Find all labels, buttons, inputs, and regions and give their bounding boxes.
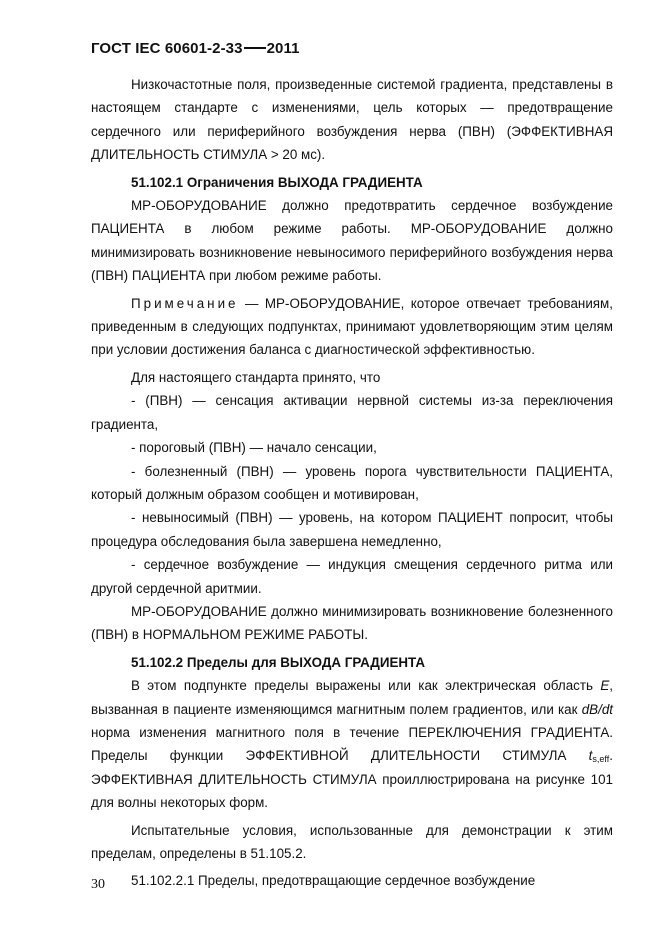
page-number: 30 xyxy=(91,877,105,892)
paragraph-field-limits xyxy=(91,674,613,814)
paragraph-minimize: МР-ОБОРУДОВАНИЕ должно минимизировать возникновение болезненного (ПВН) в НОРМАЛЬНОМ РЕЖИМЕ РАБОТЫ. xyxy=(91,603,613,643)
standard-code: ГОСТ IEC 60601-2-33 xyxy=(91,40,243,57)
text-run: , вызванная в пациенте изменяющимся магнитным полем градиентов, или как xyxy=(91,678,613,717)
list-item: - болезненный (ПВН) — уровень порога чувствительности ПАЦИЕНТА, который должным образом сообщен и мотивирован, xyxy=(91,463,613,502)
text-run: норма изменения магнитного поля в течение ПЕРЕКЛЮЧЕНИЯ ГРАДИЕНТА. Пределы функции ЭФФЕКТИВНОЙ ДЛИТЕЛЬНОСТИ СТИМУЛА xyxy=(91,724,613,764)
standard-year: 2011 xyxy=(266,40,300,57)
list-item: - (ПВН) — сенсация активации нервной системы из-за переключения градиента, xyxy=(91,393,613,432)
text-run: . ЭФФЕКТИВНАЯ ДЛИТЕЛЬНОСТЬ СТИМУЛА проиллюстрирована на рисунке 101 для волны некоторых форм. xyxy=(91,748,613,811)
header-dash xyxy=(244,47,266,49)
document-body xyxy=(91,73,613,893)
subsection-heading-51-102-2-1: 51.102.2.1 Пределы, предотвращающие сердечное возбуждение xyxy=(131,873,536,889)
list-item: - невыносимый (ПВН) — уровень, на котором ПАЦИЕНТ попросит, чтобы процедура обследования была завершена немедленно, xyxy=(91,510,613,549)
paragraph-test-conditions: Испытательные условия, использованные для демонстрации к этим пределам, определены в 51.105.2. xyxy=(91,822,613,861)
note-paragraph xyxy=(91,292,613,362)
list-item: - пороговый (ПВН) — начало сенсации, xyxy=(131,440,377,456)
note-label: Примечание xyxy=(131,295,239,311)
section-heading-51-102-2: 51.102.2 Пределы для ВЫХОДА ГРАДИЕНТА xyxy=(131,654,426,670)
paragraph-limits: МР-ОБОРУДОВАНИЕ должно предотвратить сердечное возбуждение ПАЦИЕНТА в любом режиме работы. МР-ОБОРУДОВАНИЕ должно минимизировать возникновение невыносимого периферийного возбуждения нерва (ПВН) ПАЦИЕНТА при любом режиме работы. xyxy=(91,198,613,284)
symbol-t: t xyxy=(588,748,593,764)
note-text: — МР-ОБОРУДОВАНИЕ, которое отвечает требованиям, приведенным в следующих подпунктах, принимают удовлетворяющим этим целям при условии достижения баланса с диагностической эффективностью. xyxy=(91,295,613,358)
text-run: В этом подпункте пределы выражены или как электрическая область xyxy=(131,678,601,694)
paragraph-definitions-intro: Для настоящего стандарта принято, что xyxy=(131,369,381,385)
paragraph-intro: Низкочастотные поля, произведенные системой градиента, представлены в настоящем стандарте с изменениями, цель которых — предотвращение сердечного или периферийного возбуждения нерва (ПВН) (ЭФФЕКТИВНАЯ ДЛИТЕЛЬНОСТЬ СТИМУЛА > 20 мс). xyxy=(91,77,613,163)
document-header xyxy=(91,40,300,57)
symbol-subscript: s,eff xyxy=(592,754,610,765)
section-heading-51-102-1: 51.102.1 Ограничения ВЫХОДА ГРАДИЕНТА xyxy=(131,174,423,190)
symbol-e: E xyxy=(600,678,610,694)
symbol-dbdt: dB/dt xyxy=(581,701,613,717)
list-item: - сердечное возбуждение — индукция смещения сердечного ритма или другой сердечной аритмии. xyxy=(91,557,613,596)
